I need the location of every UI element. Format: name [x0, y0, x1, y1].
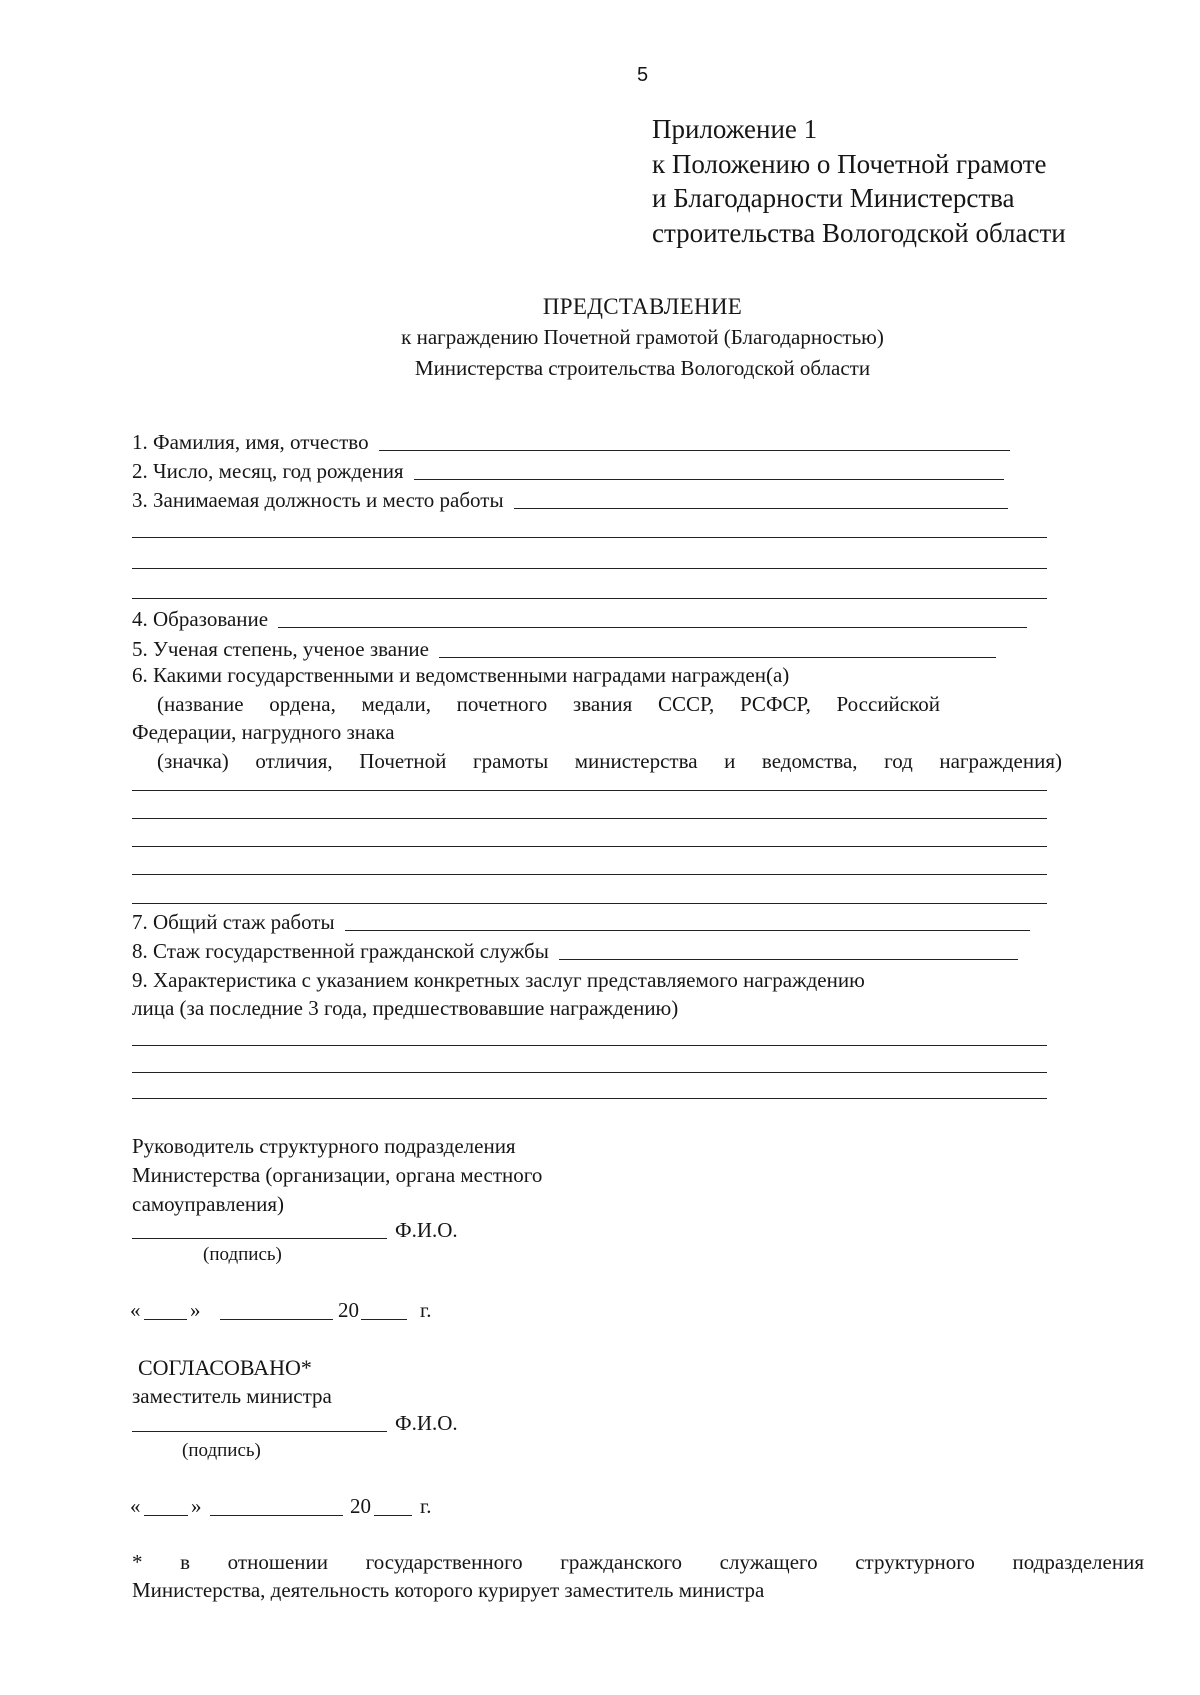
approval-role: заместитель министра [132, 1384, 332, 1408]
field-degree[interactable] [132, 633, 996, 661]
fill-line[interactable] [559, 958, 1018, 960]
field-awards-label: 6. Какими государственными и ведомственными наградами награжден(а) [132, 663, 790, 687]
approval-date-close-quote: » [191, 1494, 202, 1518]
head-date-day-line[interactable] [144, 1319, 187, 1320]
field-label: 7. Общий стаж работы [132, 910, 335, 934]
head-signature-caption: (подпись) [203, 1244, 282, 1265]
blank-line[interactable] [132, 1072, 1047, 1073]
blank-line[interactable] [132, 790, 1047, 791]
field-label: 4. Образование [132, 607, 269, 631]
field-total-experience[interactable] [132, 906, 1030, 934]
head-date-close-quote: » [190, 1298, 201, 1322]
footnote-line-2: Министерства, деятельность которого курирует заместитель министра [132, 1578, 765, 1602]
title-subtitle-2: Министерства строительства Вологодской области [414, 356, 871, 380]
field-label: 3. Занимаемая должность и место работы [132, 488, 504, 512]
awards-note-line-1: (название ордена, медали, почетного звания СССР, РСФСР, Российской [157, 692, 940, 716]
head-signature-line[interactable] [132, 1238, 387, 1239]
title-subtitle-1: к награждению Почетной грамотой (Благодарностью) [401, 325, 884, 349]
blank-line[interactable] [132, 903, 1047, 904]
fill-line[interactable] [379, 449, 1010, 451]
field-characteristics-label-2: лица (за последние 3 года, предшествовавшие награждению) [132, 996, 679, 1020]
head-title-line-3: самоуправления) [132, 1192, 285, 1216]
field-label: 2. Число, месяц, год рождения [132, 459, 404, 483]
blank-line[interactable] [132, 598, 1047, 599]
field-education[interactable] [132, 603, 1027, 631]
page-number: 5 [637, 64, 649, 86]
fill-line[interactable] [345, 929, 1030, 931]
fill-line[interactable] [278, 626, 1027, 628]
head-date-suffix: г. [420, 1298, 432, 1322]
fill-line[interactable] [414, 478, 1004, 480]
head-date-year: 20 [338, 1298, 359, 1322]
footnote-line-1: * в отношении государственного гражданского служащего структурного подразделения [132, 1550, 1144, 1574]
appendix-header [652, 112, 1066, 250]
approval-fio: Ф.И.О. [395, 1411, 458, 1435]
head-title-line-1: Руководитель структурного подразделения [132, 1134, 516, 1158]
blank-line[interactable] [132, 846, 1047, 847]
appendix-line: строительства Вологодской области [652, 217, 1066, 248]
appendix-line: Приложение 1 [652, 114, 818, 144]
approval-date-month-line[interactable] [210, 1515, 343, 1516]
field-label: 8. Стаж государственной гражданской службы [132, 939, 549, 963]
head-date-year-line[interactable] [361, 1319, 407, 1320]
appendix-line: и Благодарности Министерства [652, 183, 1015, 213]
field-label: 5. Ученая степень, ученое звание [132, 637, 429, 661]
head-date-open-quote: « [130, 1298, 141, 1322]
document-title [0, 292, 1200, 384]
blank-line[interactable] [132, 874, 1047, 875]
blank-line[interactable] [132, 537, 1047, 538]
head-date-month-line[interactable] [220, 1319, 333, 1320]
approval-date-open-quote: « [130, 1494, 141, 1518]
head-fio: Ф.И.О. [395, 1218, 458, 1242]
field-civil-service-experience[interactable] [132, 935, 1018, 963]
approval-date-year-line[interactable] [374, 1515, 412, 1516]
field-characteristics-label: 9. Характеристика с указанием конкретных заслуг представляемого награждению [132, 968, 865, 992]
approval-date-year: 20 [350, 1494, 371, 1518]
field-full-name[interactable] [132, 426, 1010, 454]
blank-line[interactable] [132, 818, 1047, 819]
field-birth-date[interactable] [132, 455, 1004, 483]
fill-line[interactable] [439, 656, 996, 658]
head-title-line-2: Министерства (организации, органа местного [132, 1163, 543, 1187]
blank-line[interactable] [132, 568, 1047, 569]
awards-note-line-3: (значка) отличия, Почетной грамоты министерства и ведомства, год награждения) [157, 749, 1062, 773]
approval-date-day-line[interactable] [144, 1515, 188, 1516]
awards-note-line-2: Федерации, нагрудного знака [132, 720, 395, 744]
appendix-line: к Положению о Почетной грамоте [652, 148, 1047, 179]
approval-signature-caption: (подпись) [182, 1440, 261, 1461]
approval-date-suffix: г. [420, 1494, 432, 1518]
field-position[interactable] [132, 484, 1008, 512]
blank-line[interactable] [132, 1045, 1047, 1046]
fill-line[interactable] [514, 507, 1008, 509]
blank-line[interactable] [132, 1098, 1047, 1099]
title-main: ПРЕДСТАВЛЕНИЕ [542, 294, 743, 319]
approval-heading: СОГЛАСОВАНО* [138, 1355, 312, 1380]
field-label: 1. Фамилия, имя, отчество [132, 430, 369, 454]
approval-signature-line[interactable] [132, 1431, 387, 1432]
